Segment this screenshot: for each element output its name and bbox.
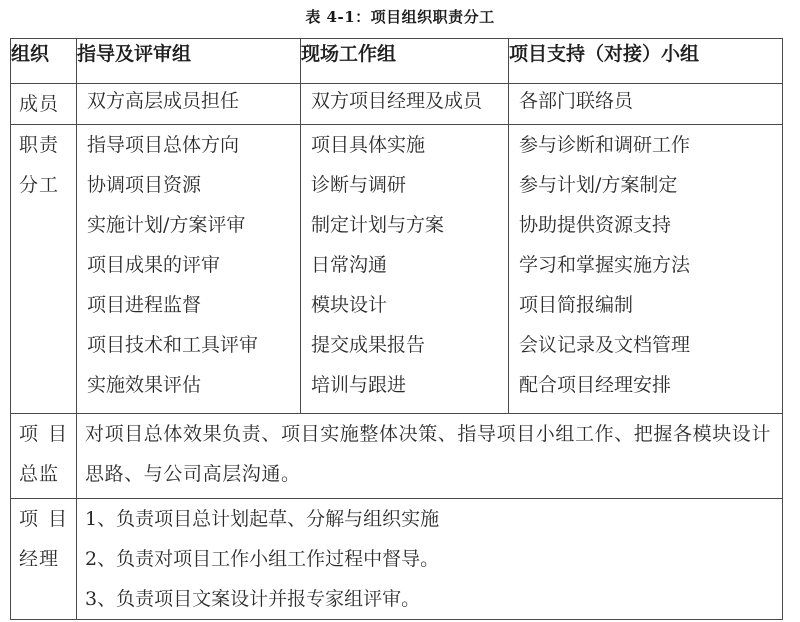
- project-manager-row: [11, 499, 783, 620]
- list-item: 3、负责项目文案设计并报专家组评审。: [85, 588, 421, 610]
- manager-label: [11, 499, 76, 579]
- list-item: 诊断与调研: [311, 174, 407, 196]
- table-caption: 表 4-1：项目组织职责分工: [305, 8, 495, 26]
- list-item: 协调项目资源: [87, 174, 202, 196]
- members-field-group: 双方项目经理及成员: [311, 90, 483, 112]
- list-item: 项目进程监督: [87, 294, 202, 316]
- list-item: 提交成果报告: [311, 334, 426, 356]
- responsibility-table: [10, 38, 783, 620]
- manager-label-line: 经理: [19, 548, 60, 570]
- duties-label: [11, 125, 76, 205]
- duties-row: [11, 125, 783, 414]
- director-label-line: 项目: [19, 423, 78, 445]
- list-item: 实施计划/方案评审: [87, 214, 246, 236]
- header-organization: 组织: [11, 39, 77, 84]
- duties-label-line: 分工: [19, 174, 60, 196]
- list-item: 项目成果的评审: [87, 254, 221, 276]
- list-item: 协助提供资源支持: [519, 214, 672, 236]
- list-item: 制定计划与方案: [311, 214, 445, 236]
- list-item: 日常沟通: [311, 254, 388, 276]
- project-director-row: [11, 414, 783, 499]
- director-label-line: 总监: [19, 463, 60, 485]
- members-row: [11, 84, 783, 125]
- manager-label-line: 项目: [19, 508, 78, 530]
- list-item: 配合项目经理安排: [519, 374, 672, 396]
- duties-support-group-list: [509, 125, 782, 405]
- list-item: 会议记录及文档管理: [519, 334, 691, 356]
- header-row: [11, 39, 783, 84]
- header-project-support-group: 项目支持（对接）小组: [509, 39, 783, 84]
- members-label: 成员: [19, 93, 60, 115]
- duties-guidance-group-list: [77, 125, 300, 405]
- list-item: 培训与跟进: [311, 374, 407, 396]
- list-item: 2、负责对项目工作小组工作过程中督导。: [85, 548, 440, 570]
- director-label: [11, 414, 76, 494]
- list-item: 项目具体实施: [311, 134, 426, 156]
- members-support-group: 各部门联络员: [519, 90, 634, 112]
- header-guidance-review-group: 指导及评审组: [77, 39, 301, 84]
- list-item: 指导项目总体方向: [87, 134, 240, 156]
- list-item: 模块设计: [311, 294, 388, 316]
- list-item: 项目技术和工具评审: [87, 334, 259, 356]
- members-guidance-group: 双方高层成员担任: [87, 90, 240, 112]
- director-description: 对项目总体效果负责、项目实施整体决策、指导项目小组工作、把握各模块设计思路、与公司高层沟通。: [85, 423, 772, 485]
- list-item: 项目简报编制: [519, 294, 634, 316]
- list-item: 1、负责项目总计划起草、分解与组织实施: [85, 508, 440, 530]
- list-item: 学习和掌握实施方法: [519, 254, 691, 276]
- manager-duties-list: [77, 499, 782, 619]
- header-field-work-group: 现场工作组: [301, 39, 509, 84]
- list-item: 参与诊断和调研工作: [519, 134, 691, 156]
- duties-label-line: 职责: [19, 134, 60, 156]
- list-item: 参与计划/方案制定: [519, 174, 678, 196]
- duties-field-group-list: [301, 125, 508, 405]
- list-item: 实施效果评估: [87, 374, 202, 396]
